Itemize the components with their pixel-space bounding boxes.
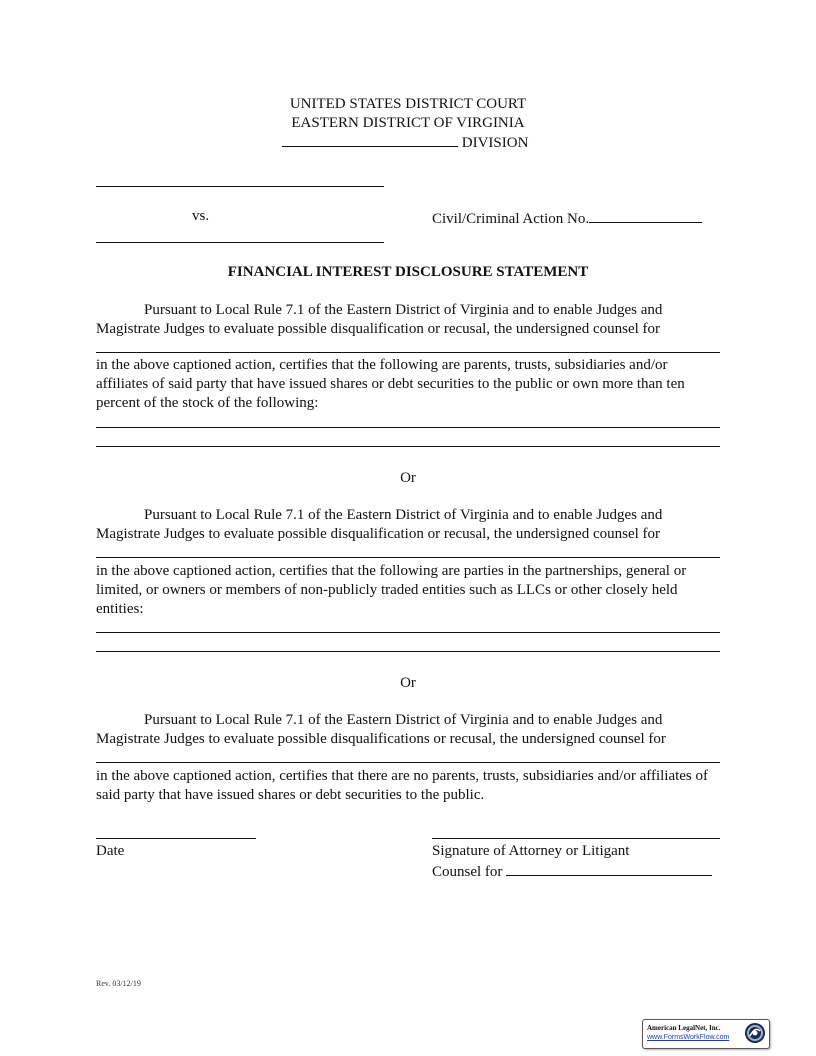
- signature-line[interactable]: [432, 838, 720, 839]
- plaintiff-line[interactable]: [96, 186, 384, 187]
- division-blank[interactable]: [282, 132, 458, 147]
- section-1-party-line[interactable]: [96, 352, 720, 353]
- vendor-logo-icon: [744, 1022, 766, 1044]
- division-label: DIVISION: [461, 135, 529, 151]
- court-name: UNITED STATES DISTRICT COURT: [289, 96, 527, 112]
- section-2-body: in the above captioned action, certifies that the following are parties in the partnerships, general or limited, or owners or members of non-publicly traded entities such as LLCs or other closely held entities:: [96, 563, 687, 617]
- or-separator-1: Or: [400, 470, 416, 486]
- section-3-party-line[interactable]: [96, 762, 720, 763]
- section-2-party-line[interactable]: [96, 557, 720, 558]
- section-2-intro: Pursuant to Local Rule 7.1 of the Eastern District of Virginia and to enable Judges and Magistrate Judges to evaluate possible disqualification or recusal, the undersigned counsel for: [96, 507, 663, 542]
- district-name: EASTERN DISTRICT OF VIRGINIA: [291, 115, 525, 131]
- counsel-for-field: [432, 861, 712, 881]
- section-1-body: in the above captioned action, certifies that the following are parents, trusts, subsidiaries and/or affiliates of said party that have issued shares or debt securities to the public or own more than ten percent of the stock of the following:: [96, 357, 685, 411]
- section-3-intro: Pursuant to Local Rule 7.1 of the Eastern District of Virginia and to enable Judges and Magistrate Judges to evaluate possible disqualifications or recusal, the undersigned counsel for: [96, 712, 666, 747]
- section-1-entry-line-2[interactable]: [96, 446, 720, 447]
- vs-label: vs.: [192, 208, 210, 224]
- section-1-entry-line-1[interactable]: [96, 427, 720, 428]
- section-3-body: in the above captioned action, certifies that there are no parents, trusts, subsidiaries and/or affiliates of said party that have issued shares or debt securities to the public.: [96, 768, 709, 803]
- counsel-for-label: Counsel for: [432, 864, 503, 880]
- date-label: Date: [96, 843, 125, 859]
- signature-label: Signature of Attorney or Litigant: [432, 843, 630, 859]
- section-1-intro: Pursuant to Local Rule 7.1 of the Eastern District of Virginia and to enable Judges and Magistrate Judges to evaluate possible disqualification or recusal, the undersigned counsel for: [96, 302, 663, 337]
- counsel-for-blank[interactable]: [506, 861, 712, 876]
- or-separator-2: Or: [400, 675, 416, 691]
- section-2-entry-line-1[interactable]: [96, 632, 720, 633]
- form-title: FINANCIAL INTEREST DISCLOSURE STATEMENT: [227, 264, 589, 280]
- division-line: [282, 132, 528, 153]
- revision-date: Rev. 03/12/19: [96, 979, 141, 988]
- defendant-line[interactable]: [96, 242, 384, 243]
- action-number-label: Civil/Criminal Action No.: [432, 211, 590, 227]
- vendor-name: American LegalNet, Inc.: [647, 1024, 721, 1032]
- action-number-blank[interactable]: [589, 208, 702, 223]
- date-line[interactable]: [96, 838, 256, 839]
- vendor-badge[interactable]: [642, 1019, 770, 1049]
- action-number-field: [432, 208, 702, 228]
- section-2-entry-line-2[interactable]: [96, 651, 720, 652]
- vendor-website-link[interactable]: www.FormsWorkFlow.com: [647, 1034, 730, 1041]
